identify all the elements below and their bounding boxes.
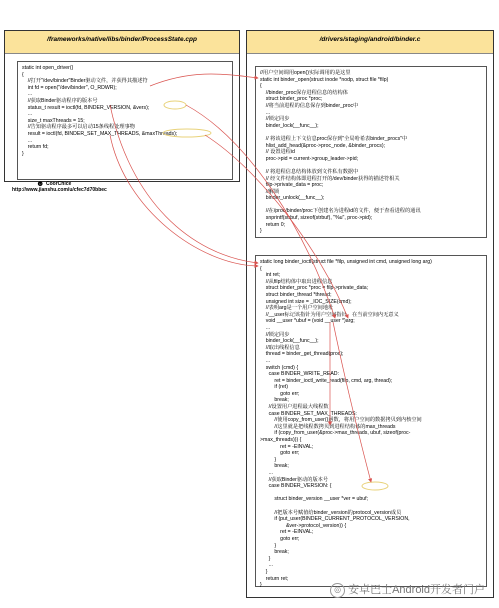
wechat-icon: ◎ — [330, 583, 345, 598]
binder-ioctl-code-line: } — [260, 542, 277, 549]
binder-ioctl-code-line: &ver->protocol_version)) { — [260, 522, 347, 529]
binder-ioctl-code-line: switch (cmd) { — [260, 364, 299, 371]
binder-ioctl-code-line: { — [260, 265, 262, 272]
author-avatar-icon: ☻ — [36, 179, 45, 188]
maxthreads-to-ubuf-arrow — [205, 135, 348, 318]
binder-open-code-line: // 经文件结构体即进程打开的/dev/binder获得的描述符相关 — [260, 175, 400, 182]
binder-ioctl-code-line: thread = binder_get_thread(proc); — [260, 351, 344, 358]
binder-ioctl-code-line: } — [260, 456, 277, 463]
open-driver-code-line: //打开"/dev/binder"Binder驱动文件，并获得其描述符 — [22, 78, 148, 85]
binder-ioctl-code-line: struct binder_version __user *ver = ubuf; — [260, 496, 368, 503]
binder-open-code-line: ... — [260, 109, 271, 116]
binder-open-code-line: { — [260, 83, 262, 90]
open-call-arrow — [150, 74, 258, 86]
binder-ioctl-code-line: ret = -EINVAL; — [260, 443, 314, 450]
binder-ioctl-code-line: case BINDER_VERSION: { — [260, 483, 332, 490]
open-driver-code-line: //告知驱动程序最多可以启动15条线程处理事物 — [22, 124, 135, 131]
binder-ioctl-code-line: ... — [260, 562, 273, 569]
maxthreads-highlight — [163, 129, 211, 137]
binder-open-code-line: struct binder_proc *proc; — [260, 96, 323, 103]
binder-open-code-line: hlist_add_head(&proc->proc_node, &binder_procs); — [260, 142, 386, 149]
binder-ioctl-code-line: if (put_user(BINDER_CURRENT_PROTOCOL_VERSION, — [260, 516, 410, 523]
open-driver-code-line: ... — [22, 111, 33, 118]
open-driver-code-line: status_t result = ioctl(fd, BINDER_VERSION, &vers); — [22, 104, 150, 111]
binder-ioctl-code-line: struct binder_proc *proc = filp->private_data; — [260, 285, 369, 292]
binder-open-code-line: // 将进程信息结构体放到文件私有数据中 — [260, 168, 359, 175]
open-driver-code-line: { — [22, 71, 24, 78]
binder-ioctl-code-line: unsigned int size = _IOC_SIZE(cmd); — [260, 298, 352, 305]
binder-ioctl-code-line: return ret; — [260, 575, 289, 582]
right-panel-title: /drivers/staging/android/binder.c — [319, 36, 421, 43]
open-driver-code-line: static int open_driver() — [22, 65, 74, 71]
binder-open-code-line: static int binder_open(struct inode *nodp, struct file *filp) — [260, 76, 389, 83]
author-url: http://www.jianshu.com/u/cfec7d70bbec — [12, 187, 107, 193]
maxthreads-ioctl-arrow — [110, 135, 258, 266]
binder-ioctl-code-line: void __user *ubuf = (void __user *)arg; — [260, 318, 355, 325]
binder-ioctl-code-line: ... — [260, 357, 271, 364]
binder-open-code-line: //解锁 — [260, 188, 280, 195]
open-driver-code-line: return fd; — [22, 144, 49, 151]
binder-ioctl-code-line: struct binder_thread *thread; — [260, 291, 332, 298]
binder-ioctl-code-line: int ret; — [260, 272, 281, 279]
vers-highlight — [164, 101, 186, 109]
binder-ioctl-code-line: ret = binder_ioctl_write_read(filp, cmd, arg, thread); — [260, 377, 393, 384]
binder-ioctl-code-line: break; — [260, 549, 289, 556]
binder-ioctl-code-line: //锁定同步 — [260, 331, 290, 338]
binder-open-code-line: //用户空间调用open()实际调用的是这里 — [260, 70, 351, 76]
binder-ioctl-code-line: } — [260, 568, 268, 575]
binder-open-code-line: binder_unlock(__func__); — [260, 195, 325, 202]
open-driver-code-line: } — [22, 150, 24, 157]
open-driver-code-line: ... — [22, 137, 33, 144]
binder-ioctl-code-line: //设置用户进程最大线程数 — [260, 404, 329, 411]
binder-ioctl-code-line: goto err; — [260, 390, 300, 397]
binder-ioctl-code-line: break; — [260, 463, 289, 470]
binder-ioctl-code-line: //这里就是把线程数拷贝到进程结构体的max_threads — [260, 423, 396, 430]
binder-ioctl-code-line: goto err; — [260, 450, 300, 457]
binder-ioctl-code-line: //从filp结构体中取出进程信息 — [260, 278, 333, 285]
open-driver-code-line: //获取Binder驱动程序的版本号 — [22, 97, 98, 104]
binder-ioctl-code-line: if (copy_from_user(&proc->max_threads, ubuf, sizeof(proc- — [260, 430, 411, 437]
binder-open-code-line: //锁定同步 — [260, 116, 290, 123]
binder-ioctl-code-line: >max_threads))) { — [260, 437, 302, 444]
binder-ioctl-code-line: //把版本号赋值给binder_version的protocol_version成员 — [260, 509, 402, 516]
binder-ioctl-code-line: } — [260, 582, 262, 589]
open-driver-code-line: int fd = open("/dev/binder", O_RDWR); — [22, 84, 117, 91]
binder-open-code-line: binder_lock(__func__); — [260, 122, 319, 129]
binder-ioctl-code-line: ret = -EINVAL; — [260, 529, 314, 536]
watermark — [330, 581, 485, 598]
binder-ioctl-code-line: binder_lock(__func__); — [260, 338, 319, 345]
binder-ioctl-code-line: //__user标记该指针为用户空间指针，在当前空间内无意义 — [260, 311, 399, 318]
binder-open-code-line: } — [260, 228, 262, 235]
binder-ioctl-code-line: break; — [260, 397, 289, 404]
ubuf-highlight — [362, 482, 388, 490]
binder-open-code-line: // 设置进程id — [260, 149, 295, 156]
binder-ioctl-code-line: ... — [260, 470, 273, 476]
ubuf-to-version-arrow — [333, 322, 371, 482]
binder-open-code-line: return 0; — [260, 221, 286, 228]
open-driver-code-line: size_t maxThreads = 15; — [22, 117, 85, 124]
binder-open-code-line: //binder_proc保存进程信息的结构体 — [260, 89, 348, 96]
open-driver-code-line: ... — [22, 91, 33, 98]
binder-ioctl-code-line: //取出线程信息 — [260, 344, 300, 351]
binder-open-code-line: //将当前进程的信息保存到binder_proc中 — [260, 102, 359, 109]
binder-ioctl-code-line: static long binder_ioctl(struct file *filp, unsigned int cmd, unsigned long arg) — [260, 259, 432, 265]
binder-ioctl-code-line: case BINDER_SET_MAX_THREADS: — [260, 410, 357, 417]
binder-ioctl-code-line: ... — [260, 324, 271, 331]
binder-ioctl-code-line: goto err; — [260, 535, 300, 542]
binder-open-code-line: snprintf(strbuf, sizeof(strbuf), "%u", proc->pid); — [260, 215, 373, 222]
binder-ioctl-code-line: //表明arg是一个用户空间地址 — [260, 305, 334, 312]
author-name: CoorChice — [46, 181, 72, 187]
binder-ioctl-code-line: //获取Binder驱动的版本号 — [260, 476, 329, 483]
binder-open-code-line: filp->private_data = proc; — [260, 182, 324, 189]
binder-ioctl-code-line: } — [260, 555, 271, 562]
binder-open-code-line: //在/proc/binder/proc下创建名为进程id的文件，便于查看进程的通讯 — [260, 208, 421, 215]
binder-ioctl-code-line: //使用copy_from_user()函数，将用户空间的数据拷贝到内核空间 — [260, 417, 422, 424]
open-driver-code-line: result = ioctl(fd, BINDER_SET_MAX_THREADS, &maxThreads); — [22, 130, 178, 137]
binder-ioctl-code-line: case BINDER_WRITE_READ: — [260, 371, 339, 378]
binder-ioctl-code-line: if (ret) — [260, 384, 288, 391]
binder-open-code-line: // 将该进程上下文信息proc保存到"全局哈希表binder_procs"中 — [260, 135, 408, 142]
left-panel-title: /frameworks/native/libs/binder/ProcessState.cpp — [47, 36, 197, 43]
watermark-text: 安卓巴士Android开发者门户 — [348, 584, 485, 597]
binder-open-code-line: proc->pid = current->group_leader->pid; — [260, 155, 359, 162]
